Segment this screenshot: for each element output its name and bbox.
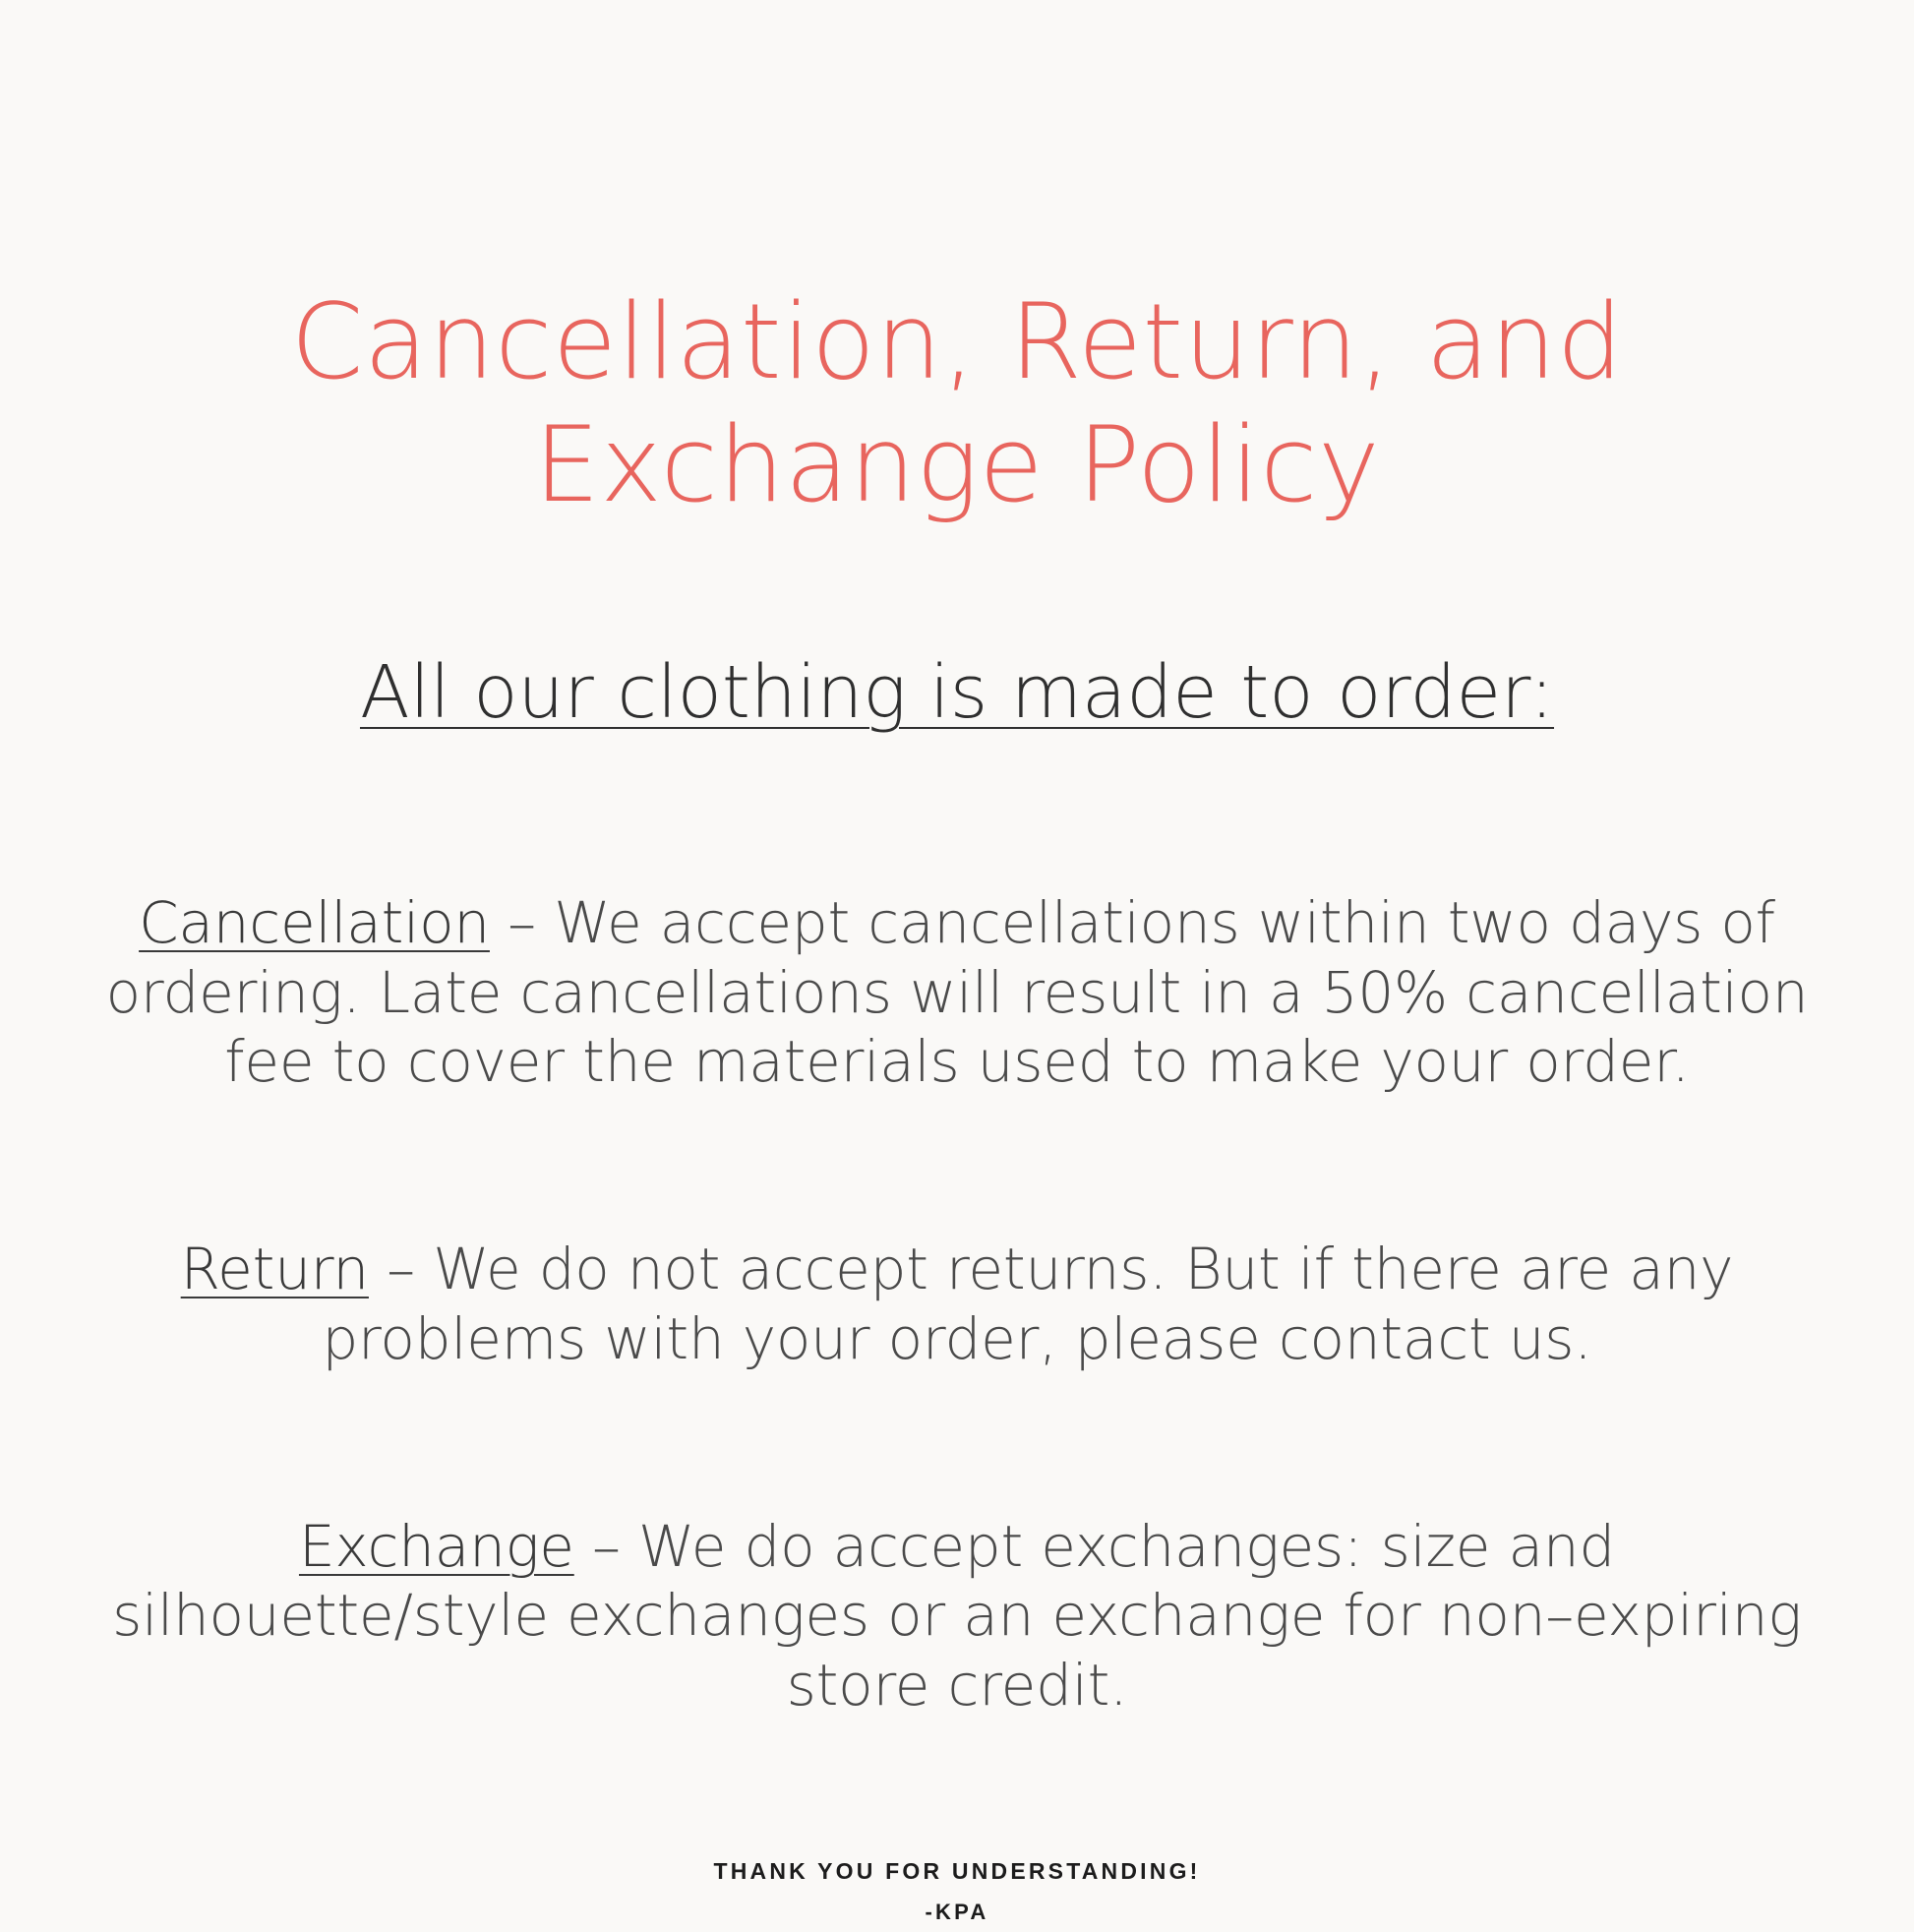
section-text-cancellation: We accept cancellations within two days of ordering. Late cancellations will result in a 50% cancellation fee to cover the materials used to make your order. xyxy=(105,888,1809,1096)
section-text-exchange: We do accept exchanges: size and silhouette/style exchanges or an exchange for non–expiring store credit. xyxy=(112,1512,1802,1720)
section-cancellation xyxy=(101,888,1813,1097)
section-dash-return: – xyxy=(368,1236,434,1303)
page-title: Cancellation, Return, and Exchange Policy xyxy=(290,281,1624,526)
section-dash-cancellation: – xyxy=(489,888,555,956)
section-dash-exchange: – xyxy=(573,1512,639,1580)
footer-signature: -KPA xyxy=(925,1899,989,1924)
subtitle: All our clothing is made to order: xyxy=(359,650,1555,736)
section-text-return: We do not accept returns. But if there are any problems with your order, please contact us. xyxy=(322,1236,1734,1372)
footer xyxy=(713,1850,1200,1932)
section-return xyxy=(101,1235,1813,1374)
section-term-exchange: Exchange xyxy=(298,1512,574,1580)
section-term-cancellation: Cancellation xyxy=(139,888,490,956)
footer-thanks: THANK YOU FOR UNDERSTANDING! xyxy=(713,1857,1201,1884)
section-exchange xyxy=(101,1512,1813,1721)
section-term-return: Return xyxy=(180,1236,369,1303)
